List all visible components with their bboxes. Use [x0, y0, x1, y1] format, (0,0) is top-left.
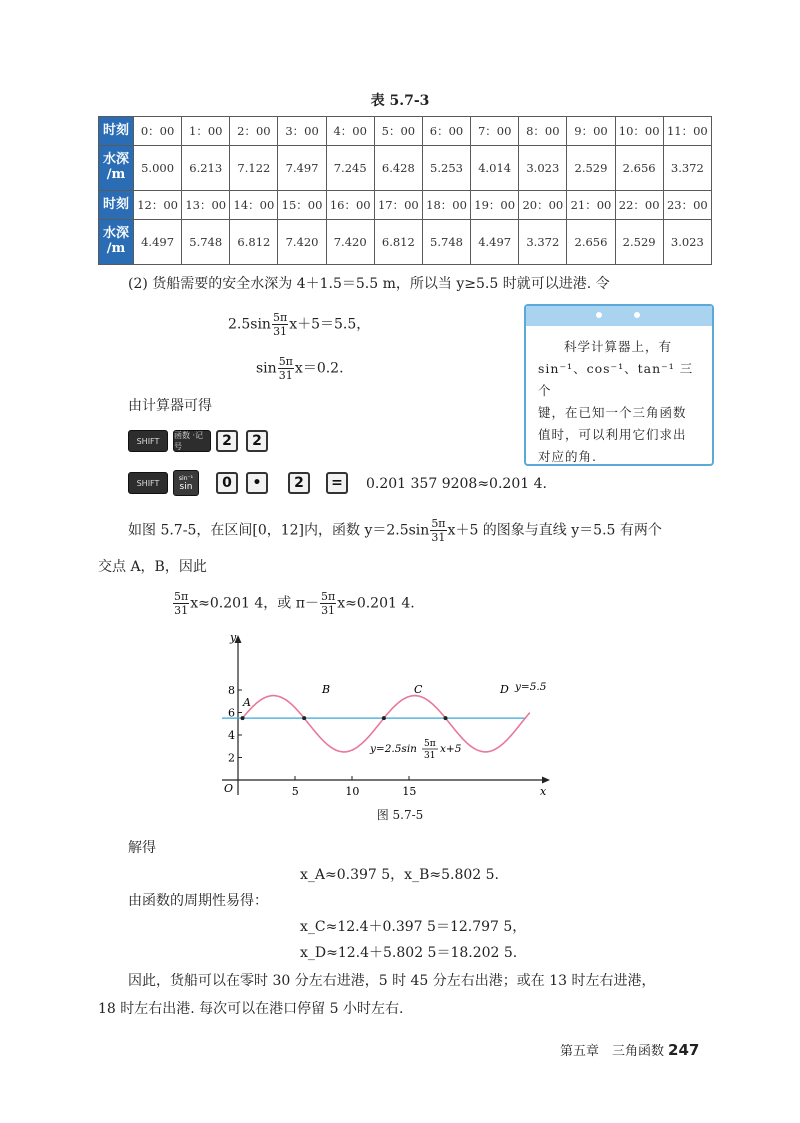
- sin-key-icon: sin⁻¹ sin: [173, 470, 199, 496]
- note-line: 对应的角.: [538, 449, 597, 464]
- y-tick-label: 8: [228, 684, 235, 697]
- page-footer: [560, 1040, 699, 1059]
- shift-key-icon: SHIFT: [128, 430, 168, 452]
- time-header: 时刻: [99, 117, 134, 146]
- note-text: [538, 336, 704, 468]
- depth-cell: 6.812: [374, 220, 422, 265]
- note-header-bar: [526, 306, 712, 326]
- point-c-marker: [382, 716, 386, 720]
- curve-label-frac-num: 5π: [424, 739, 436, 749]
- depth-cell: 7.497: [278, 146, 326, 191]
- x-axis-arrow-icon: [542, 777, 550, 784]
- depth-cell: 7.122: [230, 146, 278, 191]
- point-b-label: B: [322, 683, 331, 696]
- equation-1: [228, 311, 370, 338]
- fraction: $\frac{5\pi}{31}$: [272, 311, 288, 338]
- depth-cell: 7.245: [326, 146, 374, 191]
- depth-header-label: 水深: [102, 152, 129, 168]
- time-cell: 8：00: [519, 117, 567, 146]
- time-cell: 2：00: [230, 117, 278, 146]
- eq1-suffix: x＋5＝5.5，: [289, 316, 371, 333]
- x-tick-label: 5: [291, 785, 299, 798]
- depth-cell: 5.748: [422, 220, 470, 265]
- time-cell: 4：00: [326, 117, 374, 146]
- depth-cell: 3.372: [519, 220, 567, 265]
- key-equals-icon: =: [326, 472, 348, 494]
- depth-cell: 4.014: [471, 146, 519, 191]
- eq1-prefix: 2.5sin: [228, 316, 271, 333]
- depth-cell: 5.748: [182, 220, 230, 265]
- equation-3: $\frac{5\pi}{31}$ x≈0.201 4，或 π－ $\frac{5\pi}{31}$ x≈0.201 4.: [174, 590, 415, 617]
- table-row-times-2: [99, 191, 712, 220]
- y-axis-label: y: [230, 631, 237, 644]
- note-line: 值时，可以利用它们求出: [538, 427, 687, 442]
- time-cell: 22：00: [615, 191, 663, 220]
- note-line: sin⁻¹、cos⁻¹、tan⁻¹ 三个: [538, 361, 694, 398]
- side-note: [524, 304, 714, 466]
- fraction: $\frac{5\pi}{31}$: [431, 517, 446, 544]
- depth-header: [99, 146, 134, 191]
- depth-cell: 2.529: [567, 146, 615, 191]
- point-d-marker: [444, 716, 448, 720]
- fraction: $\frac{5\pi}{31}$: [320, 590, 336, 617]
- time-cell: 18：00: [422, 191, 470, 220]
- solve-label: 解得: [128, 840, 156, 856]
- depth-cell: 3.023: [519, 146, 567, 191]
- paragraph-3-cont: 交点 A，B，因此: [98, 559, 207, 575]
- conclusion-1: 因此，货船可以在零时 30 分左右进港，5 时 45 分左右出港；或在 13 时左右进港，: [128, 973, 656, 989]
- eq2-suffix: x＝0.2.: [294, 360, 344, 377]
- periodic-label: 由函数的周期性易得：: [128, 893, 268, 909]
- time-cell: 21：00: [567, 191, 615, 220]
- time-cell: 11：00: [663, 117, 711, 146]
- depth-cell: 7.420: [278, 220, 326, 265]
- depth-header: [99, 220, 134, 265]
- time-cell: 9：00: [567, 117, 615, 146]
- key-dot-icon: •: [246, 472, 268, 494]
- time-cell: 0：00: [134, 117, 182, 146]
- time-cell: 23：00: [663, 191, 711, 220]
- depth-header-unit: /m: [106, 167, 126, 182]
- depth-cell: 2.529: [615, 220, 663, 265]
- time-cell: 10：00: [615, 117, 663, 146]
- depth-cell: 7.420: [326, 220, 374, 265]
- solution-d: x_D≈12.4＋5.802 5＝18.202 5.: [300, 945, 518, 961]
- time-cell: 3：00: [278, 117, 326, 146]
- point-a-marker: [241, 716, 245, 720]
- time-cell: 5：00: [374, 117, 422, 146]
- note-dot-icon: [596, 312, 602, 318]
- depth-header-label: 水深: [102, 226, 129, 242]
- depth-cell: 4.497: [471, 220, 519, 265]
- key-two-icon: 2: [246, 430, 268, 452]
- time-cell: 6：00: [422, 117, 470, 146]
- time-cell: 19：00: [471, 191, 519, 220]
- equation-2: [256, 355, 344, 382]
- depth-cell: 6.812: [230, 220, 278, 265]
- point-d-label: D: [500, 683, 509, 696]
- water-depth-table: [98, 116, 712, 265]
- time-cell: 12：00: [134, 191, 182, 220]
- curve-label-suffix: x+5: [440, 743, 462, 755]
- x-axis-label: x: [540, 785, 547, 798]
- figure-caption: 图 5.7-5: [376, 808, 424, 822]
- chapter-title: 第五章 三角函数: [560, 1044, 665, 1059]
- paragraph-2: (2) 货船需要的安全水深为 4＋1.5＝5.5 m，所以当 y≥5.5 时就可以进港. 令: [128, 276, 610, 292]
- fraction: $\frac{5\pi}{31}$: [278, 355, 293, 382]
- depth-cell: 6.213: [182, 146, 230, 191]
- line-label: y=5.5: [515, 681, 547, 693]
- x-tick-label: 15: [402, 785, 417, 798]
- note-line: 科学计算器上，有: [564, 339, 673, 354]
- depth-cell: 2.656: [567, 220, 615, 265]
- key-two-icon: 2: [288, 472, 310, 494]
- y-tick-label: 4: [228, 729, 235, 742]
- time-cell: 1：00: [182, 117, 230, 146]
- key-two-icon: 2: [216, 430, 238, 452]
- depth-cell: 6.428: [374, 146, 422, 191]
- key-zero-icon: 0: [216, 472, 238, 494]
- solution-ab: x_A≈0.397 5，x_B≈5.802 5.: [300, 867, 499, 883]
- figure-graph: [210, 625, 560, 805]
- paragraph-3: 如图 5.7-5，在区间[0，12]内，函数 y＝2.5sin $\frac{5\pi}{31}$ x＋5 的图象与直线 y＝5.5 有两个: [128, 517, 662, 544]
- point-a-label: A: [243, 696, 251, 709]
- origin-label: O: [224, 782, 234, 795]
- calc-result: 0.201 357 9208≈0.201 4.: [366, 476, 547, 492]
- y-tick-label: 6: [228, 706, 235, 720]
- depth-header-unit: /m: [106, 241, 126, 256]
- time-cell: 17：00: [374, 191, 422, 220]
- depth-cell: 4.497: [134, 220, 182, 265]
- y-tick-label: 2: [228, 751, 235, 765]
- curve-label-prefix: y=2.5sin: [370, 743, 417, 755]
- note-dot-icon: [634, 312, 640, 318]
- depth-cell: 3.023: [663, 220, 711, 265]
- time-cell: 14：00: [230, 191, 278, 220]
- axis-ticks: [228, 684, 416, 798]
- time-header: 时刻: [99, 191, 134, 220]
- shift-key-icon: SHIFT: [128, 472, 168, 494]
- time-cell: 20：00: [519, 191, 567, 220]
- time-cell: 16：00: [326, 191, 374, 220]
- solution-c: x_C≈12.4＋0.397 5＝12.797 5，: [300, 919, 527, 935]
- x-tick-label: 10: [345, 785, 360, 798]
- note-line: 键，在已知一个三角函数: [538, 405, 687, 420]
- table-caption: 表 5.7-3: [370, 93, 430, 109]
- time-cell: 13：00: [182, 191, 230, 220]
- curve-label-frac-den: 31: [424, 751, 436, 761]
- table-row-depths-1: [99, 146, 712, 191]
- page-number: 247: [668, 1041, 700, 1059]
- point-b-marker: [302, 716, 306, 720]
- calc-intro: 由计算器可得: [128, 398, 212, 414]
- table-row-depths-2: [99, 220, 712, 265]
- fraction: $\frac{5\pi}{31}$: [174, 590, 189, 617]
- time-cell: 7：00: [471, 117, 519, 146]
- function-key-icon: 函数 ·记号: [173, 430, 211, 452]
- eq2-prefix: sin: [256, 360, 277, 377]
- depth-cell: 3.372: [663, 146, 711, 191]
- time-cell: 15：00: [278, 191, 326, 220]
- depth-cell: 2.656: [615, 146, 663, 191]
- depth-cell: 5.000: [134, 146, 182, 191]
- point-c-label: C: [414, 683, 423, 696]
- table-row-times-1: [99, 117, 712, 146]
- conclusion-2: 18 时左右出港. 每次可以在港口停留 5 小时左右.: [98, 1001, 404, 1017]
- depth-cell: 5.253: [422, 146, 470, 191]
